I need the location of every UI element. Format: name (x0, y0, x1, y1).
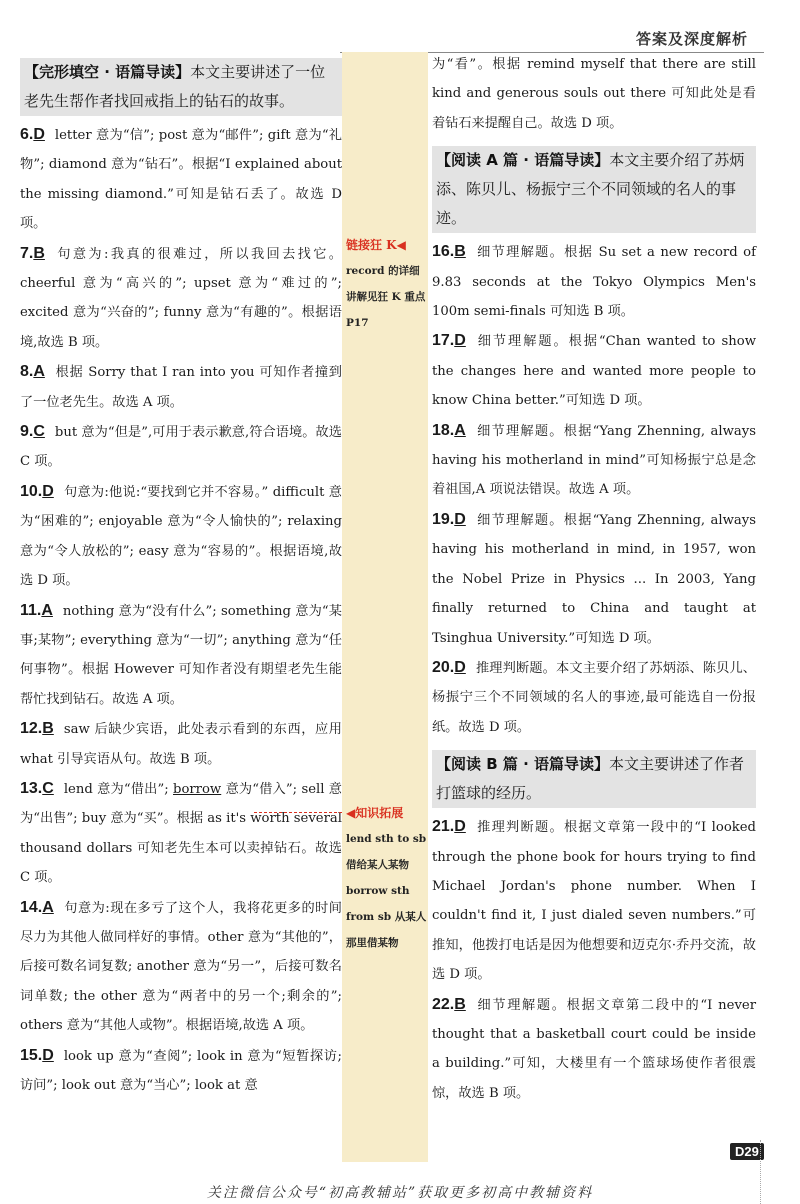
answer-item (432, 237, 756, 326)
item-answer: D (454, 510, 466, 528)
item-number: 11. (20, 601, 42, 619)
item-answer: C (33, 423, 45, 441)
side-note-link-body: record 的详细讲解见狂 K 重点 P17 (346, 265, 426, 329)
item-text: 句意为:我真的很难过，所以我回去找它。cheerful 意为“高兴的”; upset 意为“难过的”; excited 意为“兴奋的”; funny 意为“有趣的”。根据语境,故选 B 项。 (20, 246, 342, 350)
item-text: letter 意为“信”; post 意为“邮件”; gift 意为“礼物”; diamond 意为“钻石”。根据“I explained about the missing diamond.”可知是钻石丢了。故选 D 项。 (20, 128, 342, 232)
answer-item (20, 357, 342, 417)
item-number: 12. (20, 720, 43, 738)
answer-item (20, 239, 342, 358)
answer-item (432, 416, 756, 505)
side-note-knowledge (346, 800, 428, 956)
item-answer: B (33, 244, 45, 262)
item-text: lend 意为“借出”; (63, 781, 173, 797)
item-number: 19. (432, 510, 455, 528)
item-number: 13. (20, 779, 43, 797)
item-answer: B (454, 243, 466, 261)
note-connector-line (254, 812, 342, 813)
item-answer: C (42, 779, 54, 797)
item-text-underlined: borrow (173, 781, 222, 797)
item-answer: A (33, 363, 45, 381)
item-text: 细节理解题。根据文章第二段中的“I never thought that a basketball court could be inside a building.”可知，大楼里有一个篮球场使作者很震惊，故选 B 项。 (432, 997, 756, 1101)
item-number: 15. (20, 1046, 43, 1064)
answer-item (20, 596, 342, 715)
answer-item (20, 714, 342, 774)
item-number: 8. (20, 363, 34, 381)
reading-a-guide-tag: 【阅读 A 篇 · 语篇导读】 (436, 151, 610, 170)
right-column (432, 50, 756, 1108)
item-number: 6. (20, 126, 34, 143)
side-note-strip (342, 52, 428, 1162)
item-answer: A (42, 898, 54, 916)
answer-item (20, 893, 342, 1041)
item-text: 细节理解题。根据 Su set a new record of 9.83 seconds at the Tokyo Olympics Men's 100m semi-finals 可知选 B 项。 (432, 245, 756, 320)
reading-b-guide (432, 750, 756, 808)
cloze-guide-text: 本文主要讲述了一位老先生帮作者找回戒指上的钻石的故事。 (24, 63, 326, 110)
item-number: 16. (432, 243, 455, 261)
page-footer: 关注微信公众号“初高教辅站”获取更多初高中教辅资料 (206, 1185, 594, 1201)
item-text: 句意为:现在多亏了这个人，我将花更多的时间尽力为其他人做同样好的事情。other 意为“其他的”，后接可数名词复数; another 意为“另一”，后接可数名词单数; the other 意为“两者中的另一个;剩余的”; others 意为“其他人或物”。根据语境,故选 A 项。 (20, 900, 342, 1034)
left-column (20, 58, 342, 1100)
answer-item (20, 120, 342, 239)
item-text: 细节理解题。根据“Yang Zhenning, always having his motherland in mind”可知杨振宁总是念着祖国,A 项说法错误。故选 A 项。 (432, 423, 756, 498)
item-number: 22. (432, 995, 455, 1013)
answer-item (20, 774, 342, 893)
item-text: 推理判断题。本文主要介绍了苏炳添、陈贝儿、杨振宁三个不同领域的名人的事迹,最可能选自一份报纸。故选 D 项。 (432, 660, 756, 735)
answer-item (20, 1041, 342, 1101)
cloze-guide (20, 58, 342, 116)
answer-item (432, 326, 756, 415)
item-text: 句意为:他说:“要找到它并不容易。” difficult 意为“困难的”; enjoyable 意为“令人愉快的”; relaxing 意为“令人放松的”; easy 意为“容易的”。根据语境,故选 D 项。 (20, 484, 342, 589)
answer-item (432, 812, 756, 989)
item-answer: D (454, 658, 466, 676)
continued-text: 为“看”。根据 remind myself that there are still kind and generous souls out there 可知此处是看着钻石来提醒自己。故选 D 项。 (432, 57, 756, 131)
item-answer: A (41, 601, 53, 619)
cloze-guide-tag: 【完形填空 · 语篇导读】 (24, 63, 191, 81)
item-text: 推理判断题。根据文章第一段中的“I looked through the phone book for hours trying to find Michael Jordan's phone number. When I couldn't find it, I just dialed seven numbers.”可推知，他拨打电话是因为他想要和迈克尔·乔丹交流，故选 D 项。 (432, 820, 756, 983)
side-note-knowledge-title: ◀知识拓展 (346, 806, 404, 820)
item-number: 17. (432, 332, 455, 350)
answer-item (432, 653, 756, 742)
answer-item (432, 990, 756, 1109)
item-number: 21. (432, 818, 455, 836)
item-text: but 意为“但是”,可用于表示歉意,符合语境。故选 C 项。 (20, 425, 342, 470)
item-number: 14. (20, 898, 43, 916)
reading-b-guide-text: 本文主要讲述了作者打篮球的经历。 (436, 755, 745, 803)
item-text: nothing 意为“没有什么”; something 意为“某事;某物”; everything 意为“一切”; anything 意为“任何事物”。根据 However 可知作者没有期望老先生能帮忙找到钻石。故选 A 项。 (20, 603, 342, 707)
answer-item (20, 477, 342, 596)
item-answer: D (454, 818, 466, 836)
item-answer: D (454, 332, 466, 350)
item-answer: D (42, 482, 54, 500)
reading-b-guide-tag: 【阅读 B 篇 · 语篇导读】 (436, 755, 610, 774)
item-answer: B (454, 995, 466, 1013)
item-text: look up 意为“查阅”; look in 意为“短暂探访;访问”; look out 意为“当心”; look at 意 (20, 1048, 342, 1093)
answer-item (432, 505, 756, 653)
reading-a-guide (432, 146, 756, 233)
side-note-link (346, 232, 428, 336)
item-number: 20. (432, 658, 455, 676)
item-answer: A (454, 421, 466, 439)
item-text: 细节理解题。根据“Chan wanted to show the changes here and wanted more people to know China better.”可知选 D 项。 (432, 334, 756, 409)
item-answer: B (42, 720, 54, 738)
item-text: 根据 Sorry that I ran into you 可知作者撞到了一位老先生。故选 A 项。 (20, 365, 342, 410)
side-note-link-title: 链接狂 K◀ (346, 238, 406, 252)
page-header-title: 答案及深度解析 (635, 30, 748, 48)
item-number: 7. (20, 244, 34, 262)
item-text: 细节理解题。根据“Yang Zhenning, always having his motherland in mind, in 1957, won the Nobel Prize in Physics ... In 2003, Yang finally returned to China and taught at Tsinghua University.”可知选 D 项。 (432, 512, 756, 646)
answer-item (20, 417, 342, 477)
item-number: 10. (20, 482, 43, 500)
item-number: 18. (432, 421, 455, 439)
page-number: D29 (730, 1143, 764, 1160)
side-note-knowledge-body: lend sth to sb 借给某人某物 borrow sth from sb 从某人那里借某物 (346, 833, 427, 949)
item-text: 意为“借入”; sell 意为“出售”; buy 意为“买”。根据 as it's worth several thousand dollars 可知老先生本可以卖掉钻石。故选 C 项。 (20, 781, 342, 886)
item-text: saw 后缺少宾语，此处表示看到的东西，应用 what 引导宾语从句。故选 B 项。 (20, 722, 342, 767)
item-number: 9. (20, 423, 34, 441)
reading-a-guide-text: 本文主要介绍了苏炳添、陈贝儿、杨振宁三个不同领域的名人的事迹。 (436, 151, 745, 228)
item-answer: D (42, 1046, 54, 1064)
item-answer: D (33, 126, 45, 143)
